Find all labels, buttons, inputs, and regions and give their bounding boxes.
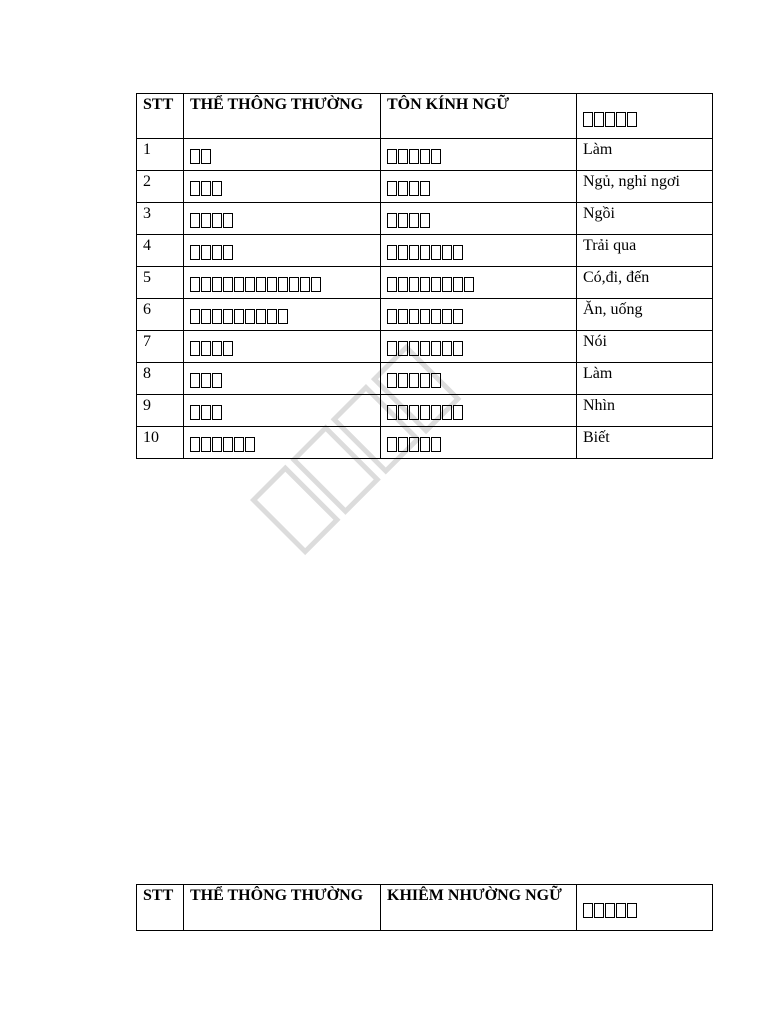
humble-verb-table xyxy=(136,884,713,931)
meaning-cell: Nói xyxy=(577,331,713,363)
unrendered-glyphs xyxy=(190,332,234,360)
header-meaning-glyphs xyxy=(583,894,706,922)
table-row xyxy=(137,203,713,235)
header-meaning-glyphs xyxy=(583,103,706,131)
meaning-cell: Trải qua xyxy=(577,235,713,267)
meaning-cell: Ngồi xyxy=(577,203,713,235)
header-stt: STT xyxy=(137,885,184,931)
row-number: 2 xyxy=(137,171,184,203)
header-meaning xyxy=(577,885,713,931)
meaning-cell: Làm xyxy=(577,363,713,395)
unrendered-glyphs xyxy=(387,428,442,456)
table-row xyxy=(137,139,713,171)
row-number: 8 xyxy=(137,363,184,395)
common-form-cell xyxy=(184,331,381,363)
unrendered-glyphs xyxy=(387,364,442,392)
header-humble-form: KHIÊM NHƯỜNG NGỮ xyxy=(381,885,577,931)
row-number: 3 xyxy=(137,203,184,235)
row-number: 10 xyxy=(137,427,184,459)
unrendered-glyphs xyxy=(190,268,322,296)
unrendered-glyphs xyxy=(387,396,464,424)
unrendered-glyphs xyxy=(190,300,289,328)
meaning-cell: Biết xyxy=(577,427,713,459)
unrendered-glyphs xyxy=(583,894,638,922)
table-row xyxy=(137,235,713,267)
honorific-form-cell xyxy=(381,235,577,267)
honorific-form-cell xyxy=(381,203,577,235)
meaning-cell: Ngủ, nghỉ ngơi xyxy=(577,171,713,203)
unrendered-glyphs xyxy=(387,300,464,328)
common-form-cell xyxy=(184,363,381,395)
common-form-cell xyxy=(184,427,381,459)
common-form-cell xyxy=(184,203,381,235)
unrendered-glyphs xyxy=(190,204,234,232)
unrendered-glyphs xyxy=(387,236,464,264)
row-number: 7 xyxy=(137,331,184,363)
table-row xyxy=(137,331,713,363)
honorific-form-cell xyxy=(381,331,577,363)
unrendered-glyphs xyxy=(190,396,223,424)
common-form-cell xyxy=(184,267,381,299)
row-number: 1 xyxy=(137,139,184,171)
row-number: 5 xyxy=(137,267,184,299)
meaning-cell: Có,đi, đến xyxy=(577,267,713,299)
row-number: 9 xyxy=(137,395,184,427)
unrendered-glyphs xyxy=(190,172,223,200)
common-form-cell xyxy=(184,235,381,267)
honorific-form-cell xyxy=(381,363,577,395)
table-row xyxy=(137,267,713,299)
unrendered-glyphs xyxy=(583,103,638,131)
honorific-form-cell xyxy=(381,395,577,427)
common-form-cell xyxy=(184,139,381,171)
honorific-verb-table xyxy=(136,93,713,459)
unrendered-glyphs xyxy=(387,204,431,232)
unrendered-glyphs xyxy=(190,236,234,264)
unrendered-glyphs xyxy=(387,140,442,168)
common-form-cell xyxy=(184,171,381,203)
table-row xyxy=(137,395,713,427)
common-form-cell xyxy=(184,299,381,331)
table-row xyxy=(137,363,713,395)
table-header-row xyxy=(137,885,713,931)
honorific-form-cell xyxy=(381,171,577,203)
honorific-form-cell xyxy=(381,299,577,331)
header-meaning xyxy=(577,94,713,139)
unrendered-glyphs xyxy=(387,268,475,296)
honorific-form-cell xyxy=(381,427,577,459)
row-number: 4 xyxy=(137,235,184,267)
table-row xyxy=(137,299,713,331)
common-form-cell xyxy=(184,395,381,427)
header-common-form: THỂ THÔNG THƯỜNG xyxy=(184,94,381,139)
table-row xyxy=(137,427,713,459)
meaning-cell: Làm xyxy=(577,139,713,171)
row-number: 6 xyxy=(137,299,184,331)
unrendered-glyphs xyxy=(387,332,464,360)
honorific-form-cell xyxy=(381,139,577,171)
meaning-cell: Nhìn xyxy=(577,395,713,427)
unrendered-glyphs xyxy=(190,364,223,392)
header-honorific-form: TÔN KÍNH NGỮ xyxy=(381,94,577,139)
header-stt: STT xyxy=(137,94,184,139)
unrendered-glyphs xyxy=(190,428,256,456)
meaning-cell: Ăn, uống xyxy=(577,299,713,331)
unrendered-glyphs xyxy=(387,172,431,200)
honorific-form-cell xyxy=(381,267,577,299)
table-header-row xyxy=(137,94,713,139)
unrendered-glyphs xyxy=(190,140,212,168)
header-common-form: THỂ THÔNG THƯỜNG xyxy=(184,885,381,931)
table-row xyxy=(137,171,713,203)
